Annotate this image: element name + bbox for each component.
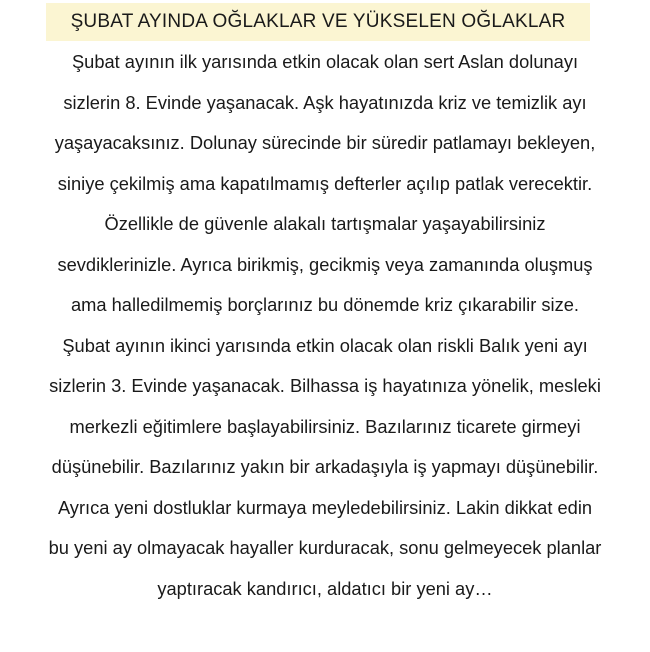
body-line: siniye çekilmiş ama kapatılmamış defterler açılıp patlak verecektir. [57,172,593,194]
article-body [0,42,650,609]
body-line: sizlerin 8. Evinde yaşanacak. Aşk hayatınızda kriz ve temizlik ayı [63,91,587,113]
body-line: bu yeni ay olmayacak hayaller kurduracak, sonu gelmeyecek planlar [48,537,602,558]
article-title: ŞUBAT AYINDA OĞLAKLAR VE YÜKSELEN OĞLAKLAR [70,11,566,32]
body-line: merkezli eğitimlere başlayabilirsiniz. Bazılarınız ticarete girmeyi [69,415,581,437]
body-line: Özellikle de güvenle alakalı tartışmalar yaşayabilirsiniz [104,213,546,234]
body-line: Şubat ayının ikinci yarısında etkin olacak olan riskli Balık yeni ayı [62,334,588,356]
body-line: yaşayacaksınız. Dolunay sürecinde bir süredir patlamayı bekleyen, [54,132,596,153]
body-line: yaptıracak kandırıcı, aldatıcı bir yeni ay… [157,577,493,599]
body-line: sevdiklerinizle. Ayrıca birikmiş, gecikmiş veya zamanında oluşmuş [57,253,593,275]
body-line: Şubat ayının ilk yarısında etkin olacak olan sert Aslan dolunayı [71,51,579,72]
body-line: ama halledilmemiş borçlarınız bu dönemde kriz çıkarabilir size. [70,294,579,315]
body-line: Ayrıca yeni dostluklar kurmaya meyledebilirsiniz. Lakin dikkat edin [57,496,593,518]
title-banner [46,3,590,41]
body-line: düşünebilir. Bazılarınız yakın bir arkadaşıyla iş yapmayı düşünebilir. [51,456,599,477]
body-line: sizlerin 3. Evinde yaşanacak. Bilhassa iş hayatınıza yönelik, mesleki [49,375,601,396]
